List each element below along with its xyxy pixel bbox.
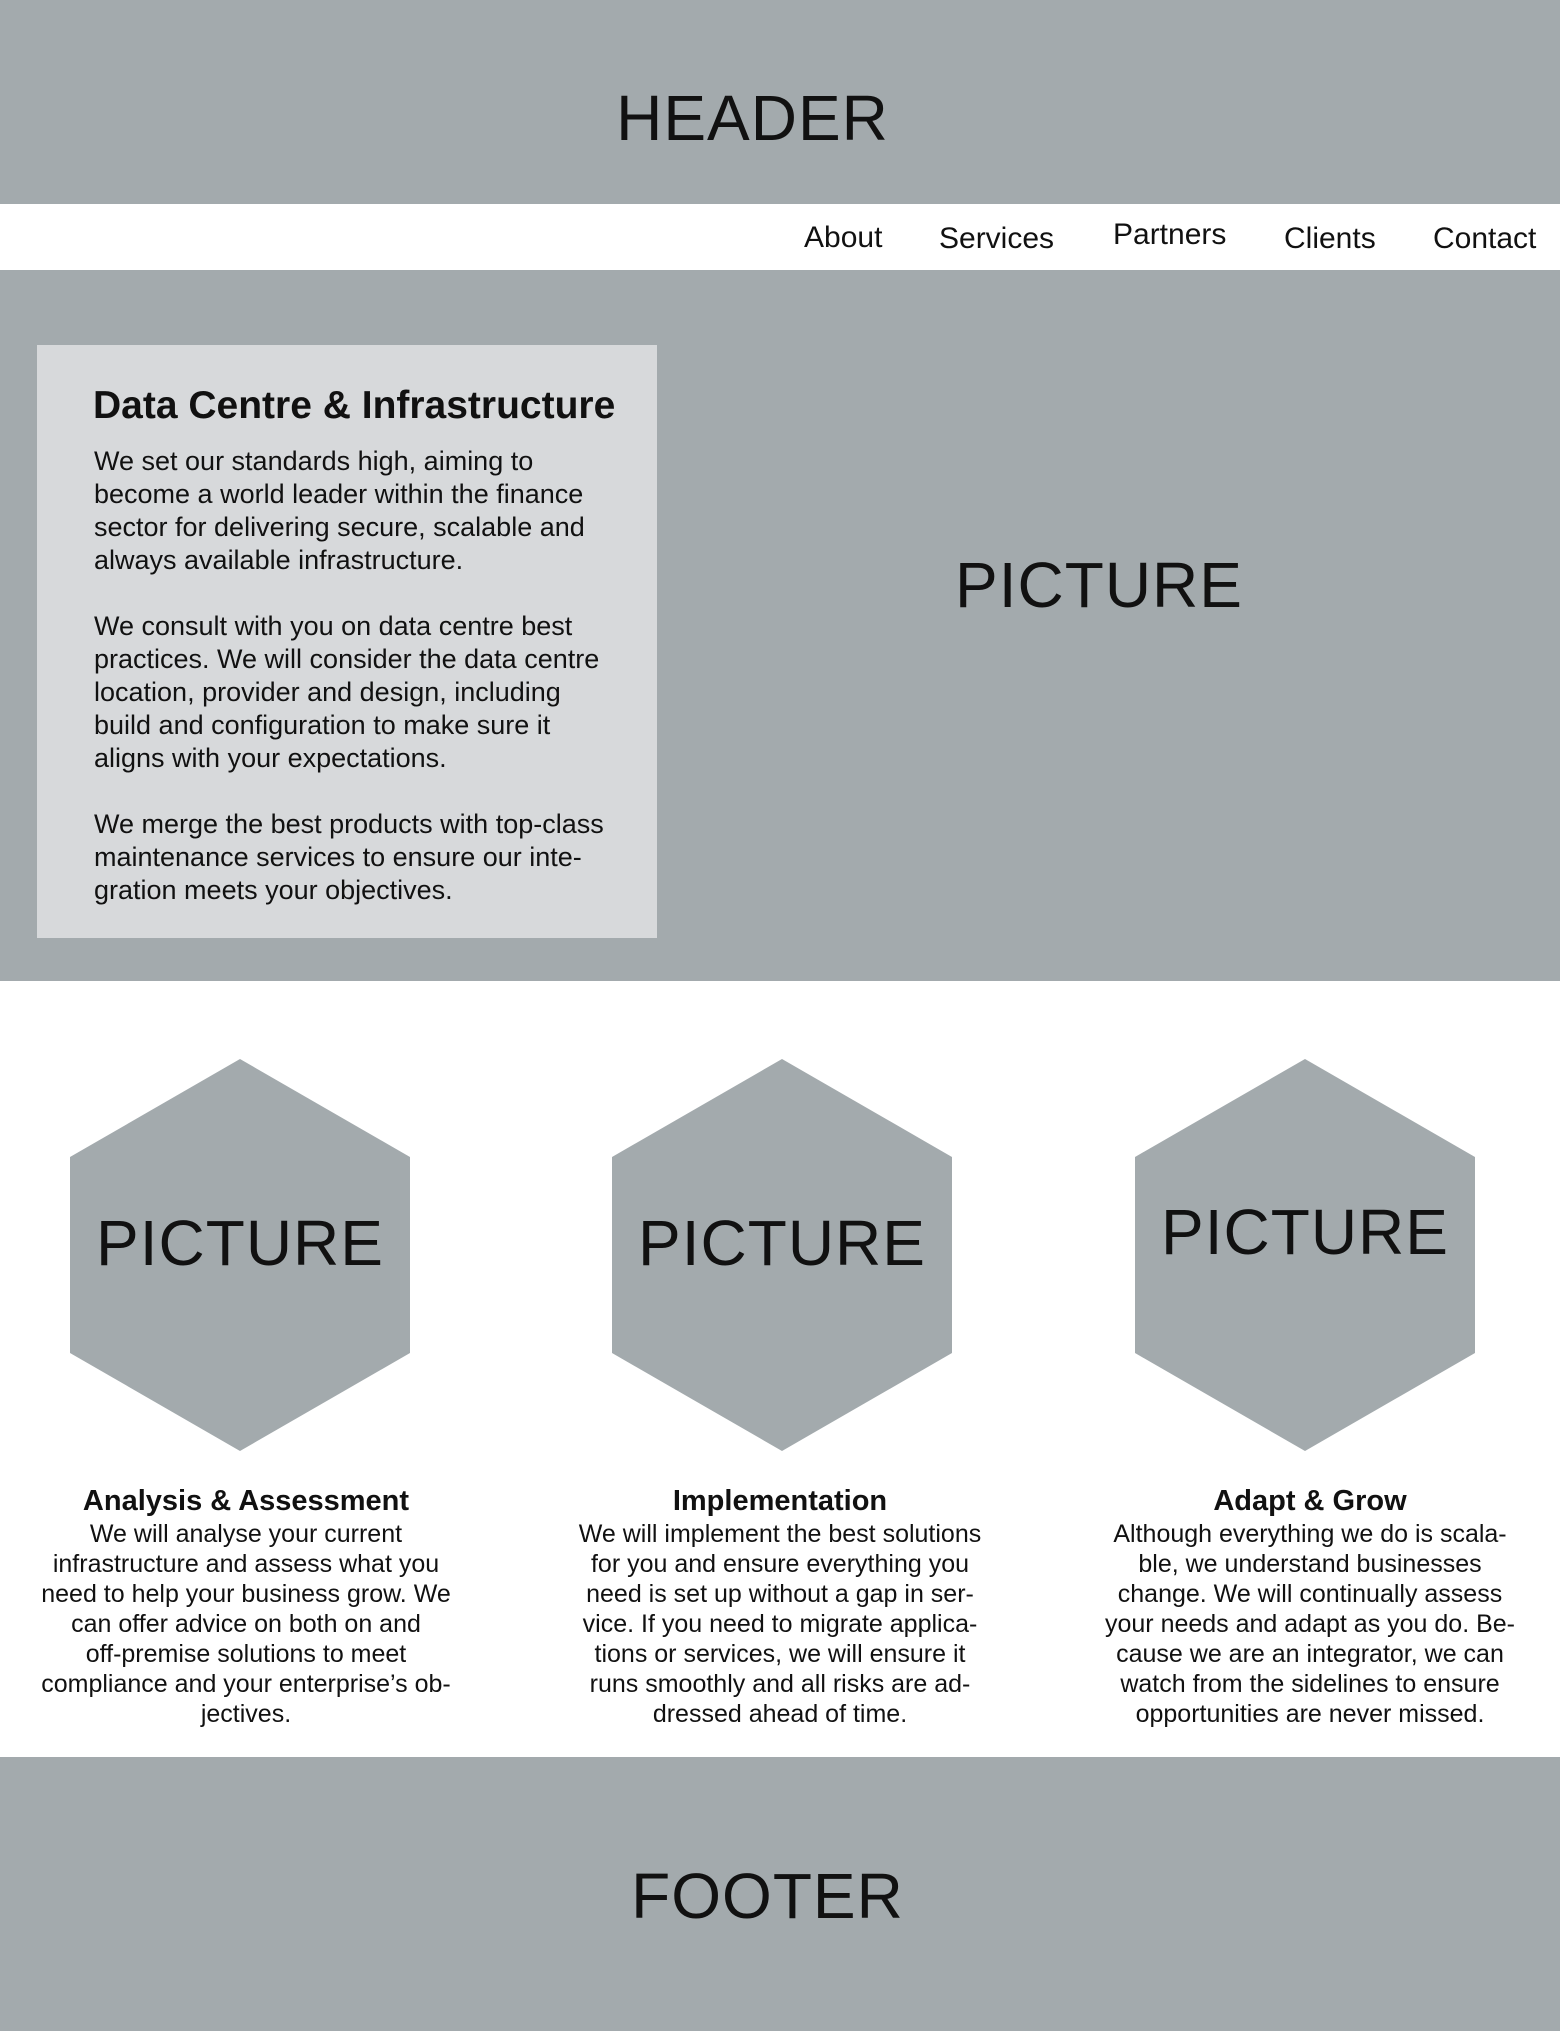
main-nav bbox=[0, 204, 1560, 270]
service-title-analysis: Analysis & Assessment bbox=[82, 1485, 410, 1517]
header bbox=[0, 0, 1560, 204]
hero-section bbox=[0, 270, 1560, 981]
info-paragraph-merge: We merge the best products with top-class maintenance services to ensure our inte- gration meets your objectives. bbox=[94, 809, 604, 905]
info-paragraph-consult: We consult with you on data centre best practices. We will consider the data centre location, provider and design, including build and configuration to make sure it aligns with your expectations. bbox=[94, 611, 600, 773]
header-title: HEADER bbox=[616, 82, 889, 154]
service-title-adapt: Adapt & Grow bbox=[1213, 1485, 1407, 1517]
hero-picture-placeholder: PICTURE bbox=[955, 549, 1243, 621]
hex-picture-label: PICTURE bbox=[96, 1207, 384, 1279]
service-title-implementation: Implementation bbox=[672, 1485, 888, 1517]
info-title: Data Centre & Infrastructure bbox=[93, 384, 616, 427]
footer bbox=[0, 1757, 1560, 2031]
info-box bbox=[37, 345, 657, 938]
hex-picture-label: PICTURE bbox=[638, 1207, 926, 1279]
service-text-analysis: We will analyse your current infrastructure and assess what you need to help your business grow. We can offer advice on both on and off-premise solutions to meet compliance and your enterprise’s ob- jectives. bbox=[41, 1520, 451, 1728]
service-picture-implementation bbox=[612, 1059, 952, 1451]
info-paragraph-standards: We set our standards high, aiming to become a world leader within the finance sector for delivering secure, scalable and always available infrastructure. bbox=[94, 446, 585, 575]
nav-item-partners[interactable]: Partners bbox=[1113, 218, 1227, 251]
footer-title: FOOTER bbox=[631, 1860, 904, 1932]
nav-item-contact[interactable]: Contact bbox=[1433, 222, 1537, 255]
nav-item-about[interactable]: About bbox=[804, 221, 883, 254]
nav-item-services[interactable]: Services bbox=[939, 222, 1055, 255]
nav-item-clients[interactable]: Clients bbox=[1284, 222, 1376, 255]
service-picture-analysis bbox=[70, 1059, 410, 1451]
hex-picture-label: PICTURE bbox=[1161, 1196, 1449, 1268]
service-text-adapt: Although everything we do is scala- ble, we understand businesses change. We will continually assess your needs and adapt as you do. Be- cause we are an integrator, we can watch from the sidelines to ensure opportunities are never missed. bbox=[1104, 1520, 1515, 1728]
service-text-implementation: We will implement the best solutions for you and ensure everything you need is set up without a gap in ser- vice. If you need to migrate applica- tions or services, we will ensure it runs smoothly and all risks are ad- dressed ahead of time. bbox=[578, 1520, 982, 1728]
service-picture-adapt bbox=[1135, 1059, 1475, 1451]
